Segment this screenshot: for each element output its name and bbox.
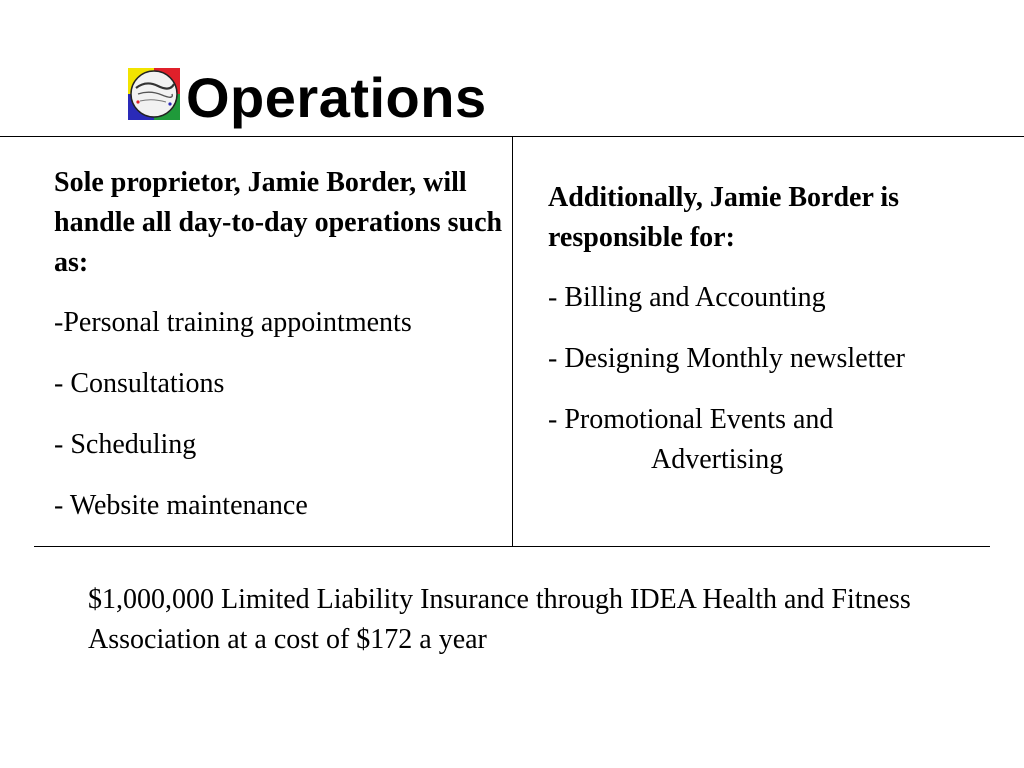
list-item: - Designing Monthly newsletter [548, 343, 905, 374]
list-item: - Consultations [54, 368, 225, 399]
fitness-logo-icon [128, 68, 180, 120]
left-column-intro: Sole proprietor, Jamie Border, will handle all day-to-day operations such as: [54, 167, 503, 278]
list-item: - Scheduling [54, 429, 197, 460]
right-column-intro: Additionally, Jamie Border is responsible for: [548, 182, 900, 253]
column-divider [512, 137, 513, 546]
list-item: -Personal training appointments [54, 307, 412, 338]
insurance-note: $1,000,000 Limited Liability Insurance through IDEA Health and Fitness Association at a cost of $172 a year [88, 584, 911, 655]
right-column [548, 178, 998, 501]
list-item: - Website maintenance [54, 490, 308, 521]
list-item-continuation: Advertising [651, 444, 784, 475]
slide-title: Operations [186, 66, 487, 129]
list-item: - Promotional Events and [548, 404, 834, 435]
list-item: - Billing and Accounting [548, 282, 826, 313]
left-column [54, 163, 506, 547]
